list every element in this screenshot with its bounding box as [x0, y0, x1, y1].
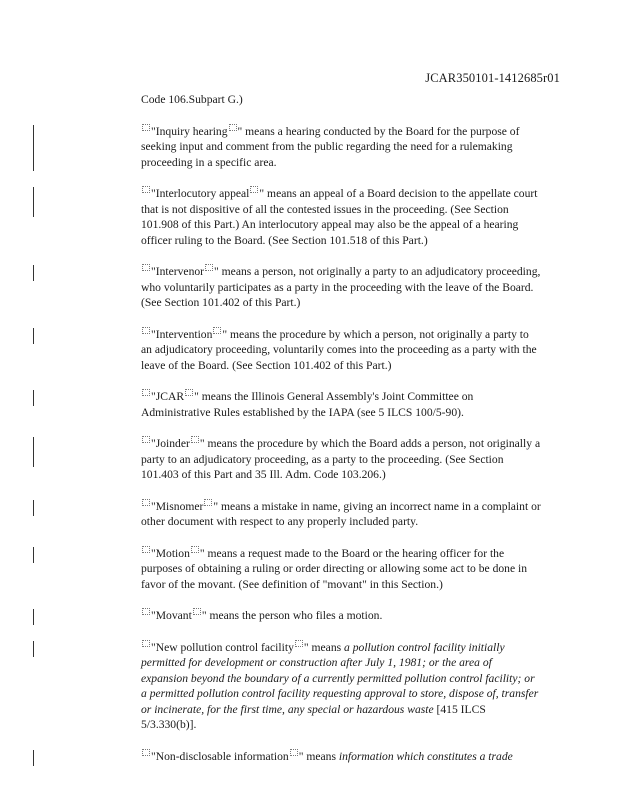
definition-entry: "New pollution control facility " means a pollution control facility initially permitted for development or construction after July 1, 1981; or the area of expansion beyond the boundary of a currently permitted pollution control facility; or a permitted pollution control facility requesting approval to store, dispose of, transfer or incinerate, for the first time, any special or hazardous waste [415 ILCS 5/3.330(b)].	[141, 640, 541, 733]
definition-entry: "Inquiry hearing " means a hearing conducted by the Board for the purpose of seeking input and comment from the public regarding the need for a rulemaking proceeding in a specific area.	[141, 124, 541, 171]
revision-bar	[33, 265, 34, 281]
definition-term: Intervention	[155, 327, 213, 341]
revision-bar	[33, 609, 34, 625]
definition-entry: "Motion " means a request made to the Board or the hearing officer for the purposes of obtaining a ruling or order directing or allowing some act to be done in favor of the movant. (See definition of "movant" in this Section.)	[141, 546, 541, 593]
definition-entry: "Intervenor " means a person, not originally a party to an adjudicatory proceeding, who voluntarily participates as a party in the proceeding with the leave of the Board. (See Section 101.402 of this Part.)	[141, 264, 541, 311]
revision-bar	[33, 390, 34, 406]
definition-text: means a person, not originally a party to an adjudicatory proceeding, who voluntarily participates as a party in the proceeding with the leave of the Board. (See Section 101.402 of this Part.)	[141, 265, 541, 309]
definition-text: means	[303, 749, 339, 763]
definition-text: means the Illinois General Assembly's Joint Committee on Administrative Rules established by the IAPA (see 5 ILCS 100/5-90).	[141, 390, 474, 419]
definition-text: means the procedure by which the Board adds a person, not originally a party to an adjudicatory proceeding, as a party to the proceeding. (See Section 101.403 of this Part and 35 Ill. Adm. Code 103.206.)	[141, 437, 541, 481]
revision-bar	[33, 500, 34, 516]
definition-term: Inquiry hearing	[155, 124, 228, 138]
definition-term: Movant	[155, 609, 192, 622]
definition-text: means a request made to the Board or the hearing officer for the purposes of obtaining a ruling or order directing or allowing some act to be done in favor of the movant. (See definition of "movant" in this Section.)	[141, 546, 528, 591]
revision-bar	[33, 437, 34, 467]
definition-term: Joinder	[155, 437, 190, 450]
definition-text: means an appeal of a Board decision to the appellate court that is not dispositive of all the contested issues in the proceeding. (See Section 101.908 of this Part.) An interlocutory appeal may also be the appeal of a hearing officer ruling to the Board. (See Section 101.518 of this Part.)	[141, 187, 538, 247]
definition-quoted-text: information which constitutes a trade	[338, 749, 513, 763]
definition-entry: "Intervention " means the procedure by which a person, not originally a party to an adjudicatory proceeding, voluntarily comes into the proceeding as a party with the leave of the Board. (See Section 101.402 of this Part.)	[141, 327, 541, 374]
definition-term: Motion	[155, 546, 190, 560]
definition-term: Intervenor	[155, 265, 205, 278]
revision-bar	[33, 750, 34, 766]
definition-entry: "JCAR " means the Illinois General Assembly's Joint Committee on Administrative Rules established by the IAPA (see 5 ILCS 100/5-90).	[141, 389, 541, 420]
revision-bar	[33, 547, 34, 563]
definition-quoted-text: a pollution control facility initially permitted for development or construction after July 1, 1981; or the area of expansion beyond the boundary of a currently permitted pollution control facility; or a permitted pollution control facility requesting approval to store, dispose of, transfer or incinerate, for the first time, any special or hazardous waste	[141, 640, 539, 716]
definition-text: means the person who files a motion.	[206, 609, 383, 622]
revision-bar	[33, 187, 34, 217]
definition-citation: [415 ILCS 5/3.330(b)].	[141, 702, 486, 731]
definition-term: Interlocutory appeal	[155, 187, 250, 200]
definition-entry: "Interlocutory appeal " means an appeal of a Board decision to the appellate court that is not dispositive of all the contested issues in the proceeding. (See Section 101.908 of this Part.) An interlocutory appeal may also be the appeal of a hearing officer ruling to the Board. (See Section 101.518 of this Part.)	[141, 186, 541, 248]
document-id: JCAR350101-1412685r01	[425, 71, 560, 85]
revision-bar	[33, 125, 34, 171]
definition-text: means	[308, 640, 345, 654]
definition-term: Misnomer	[155, 499, 204, 513]
definition-text: means the procedure by which a person, not originally a party to an adjudicatory proceeding, voluntarily comes into the proceeding as a party with the leave of the Board. (See Section 101.402 of this Part.)	[141, 327, 537, 372]
definition-term: Non-disclosable information	[155, 749, 289, 763]
intro-text: Code 106.Subpart G.)	[141, 93, 243, 106]
revision-bar	[33, 328, 34, 344]
document-body	[141, 92, 541, 764]
definition-term: JCAR	[155, 390, 185, 403]
definition-entry: "Movant " means the person who files a motion.	[141, 608, 541, 624]
revision-bar	[33, 641, 34, 657]
definition-entry: "Non-disclosable information " means information which constitutes a trade	[141, 749, 541, 765]
definition-entry: "Misnomer " means a mistake in name, giving an incorrect name in a complaint or other document with respect to any properly included party.	[141, 499, 541, 530]
definition-text: means a hearing conducted by the Board for the purpose of seeking input and comment from the public regarding the need for a rulemaking proceeding in a specific area.	[141, 124, 520, 169]
definition-text: means a mistake in name, giving an incorrect name in a complaint or other document with respect to any properly included party.	[141, 499, 541, 528]
definition-term: New pollution control facility	[155, 640, 294, 654]
definition-entry: "Joinder " means the procedure by which the Board adds a person, not originally a party to an adjudicatory proceeding, as a party to the proceeding. (See Section 101.403 of this Part and 35 Ill. Adm. Code 103.206.)	[141, 436, 541, 483]
